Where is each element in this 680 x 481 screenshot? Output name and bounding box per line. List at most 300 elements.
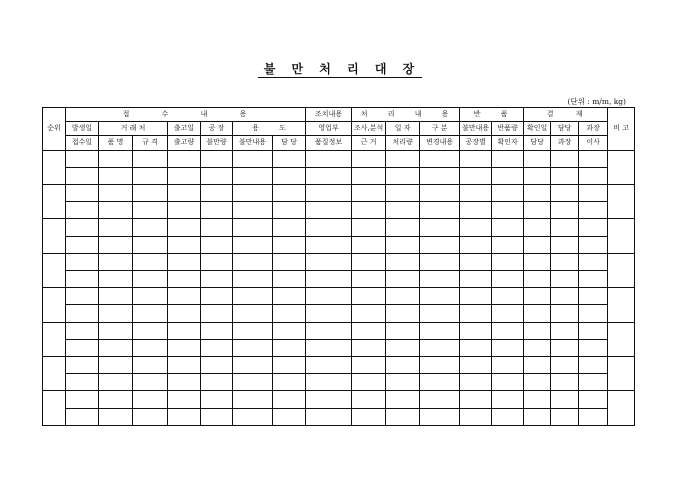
record-cell[interactable] bbox=[386, 167, 420, 184]
record-cell[interactable] bbox=[492, 270, 524, 287]
header-action: 조치내용 bbox=[306, 108, 352, 122]
header-cell: 영업부 bbox=[306, 122, 352, 136]
record-cell[interactable] bbox=[66, 288, 99, 305]
record-cell[interactable] bbox=[273, 184, 306, 201]
record-cell[interactable] bbox=[352, 202, 386, 219]
record-cell[interactable] bbox=[460, 167, 492, 184]
record-cell[interactable] bbox=[233, 305, 273, 322]
record-cell[interactable] bbox=[233, 339, 273, 356]
unit-note: (단위 : m/m, kg) bbox=[567, 97, 626, 106]
record-cell[interactable] bbox=[168, 288, 201, 305]
record-cell[interactable] bbox=[201, 253, 233, 270]
header-cell: 조사,분석 bbox=[352, 122, 386, 136]
record-cell[interactable] bbox=[201, 322, 233, 339]
record-cell[interactable] bbox=[579, 305, 608, 322]
record-cell[interactable] bbox=[579, 270, 608, 287]
record-remarks-cell[interactable] bbox=[608, 356, 635, 390]
record-cell[interactable] bbox=[233, 150, 273, 167]
record-cell[interactable] bbox=[460, 322, 492, 339]
record-cell[interactable] bbox=[133, 167, 168, 184]
record-cell[interactable] bbox=[579, 391, 608, 408]
record-cell[interactable] bbox=[524, 236, 551, 253]
record-cell[interactable] bbox=[551, 253, 579, 270]
header-cell: 확인일 bbox=[524, 122, 551, 136]
header-cell: 불만량 bbox=[201, 136, 233, 150]
record-cell[interactable] bbox=[420, 391, 460, 408]
record-cell[interactable] bbox=[99, 184, 133, 201]
record-cell[interactable] bbox=[524, 202, 551, 219]
record-cell[interactable] bbox=[99, 391, 133, 408]
record-remarks-cell[interactable] bbox=[608, 184, 635, 218]
record-cell[interactable] bbox=[579, 356, 608, 373]
record-cell[interactable] bbox=[133, 322, 168, 339]
record-cell[interactable] bbox=[420, 253, 460, 270]
record-cell[interactable] bbox=[524, 339, 551, 356]
record-cell[interactable] bbox=[201, 202, 233, 219]
header-cell: 출고일 bbox=[168, 122, 201, 136]
record-cell[interactable] bbox=[168, 270, 201, 287]
record-cell[interactable] bbox=[306, 322, 352, 339]
record-cell[interactable] bbox=[524, 167, 551, 184]
record-seq-cell[interactable] bbox=[43, 288, 66, 322]
header-receipt: 접 수 내 용 bbox=[66, 108, 306, 122]
record-cell[interactable] bbox=[551, 356, 579, 373]
header-cell: 과장 bbox=[579, 122, 608, 136]
record-cell[interactable] bbox=[492, 288, 524, 305]
record-cell[interactable] bbox=[420, 288, 460, 305]
record-cell[interactable] bbox=[551, 391, 579, 408]
record-remarks-cell[interactable] bbox=[608, 150, 635, 184]
record-cell[interactable] bbox=[233, 408, 273, 425]
record-cell[interactable] bbox=[133, 150, 168, 167]
record-seq-cell[interactable] bbox=[43, 150, 66, 184]
record-cell[interactable] bbox=[66, 270, 99, 287]
record-cell[interactable] bbox=[460, 184, 492, 201]
record-row-bottom bbox=[43, 167, 635, 184]
record-cell[interactable] bbox=[579, 202, 608, 219]
record-cell[interactable] bbox=[168, 219, 201, 236]
record-cell[interactable] bbox=[306, 391, 352, 408]
record-cell[interactable] bbox=[524, 391, 551, 408]
record-cell[interactable] bbox=[66, 253, 99, 270]
record-cell[interactable] bbox=[460, 253, 492, 270]
record-cell[interactable] bbox=[524, 305, 551, 322]
record-cell[interactable] bbox=[201, 236, 233, 253]
record-cell[interactable] bbox=[492, 356, 524, 373]
record-cell[interactable] bbox=[168, 253, 201, 270]
record-cell[interactable] bbox=[352, 356, 386, 373]
record-cell[interactable] bbox=[492, 408, 524, 425]
record-row-bottom bbox=[43, 202, 635, 219]
record-cell[interactable] bbox=[386, 391, 420, 408]
record-cell[interactable] bbox=[306, 202, 352, 219]
record-cell[interactable] bbox=[99, 288, 133, 305]
record-cell[interactable] bbox=[420, 356, 460, 373]
record-cell[interactable] bbox=[386, 270, 420, 287]
record-cell[interactable] bbox=[201, 219, 233, 236]
record-cell[interactable] bbox=[420, 322, 460, 339]
record-cell[interactable] bbox=[460, 270, 492, 287]
record-cell[interactable] bbox=[386, 339, 420, 356]
record-cell[interactable] bbox=[133, 184, 168, 201]
record-row-bottom bbox=[43, 305, 635, 322]
record-cell[interactable] bbox=[386, 305, 420, 322]
record-cell[interactable] bbox=[133, 305, 168, 322]
header-cell: 접수일 bbox=[66, 136, 99, 150]
record-cell[interactable] bbox=[273, 288, 306, 305]
record-seq-cell[interactable] bbox=[43, 253, 66, 287]
record-cell[interactable] bbox=[352, 322, 386, 339]
record-cell[interactable] bbox=[551, 184, 579, 201]
record-cell[interactable] bbox=[524, 270, 551, 287]
record-cell[interactable] bbox=[524, 150, 551, 167]
record-cell[interactable] bbox=[99, 322, 133, 339]
record-cell[interactable] bbox=[273, 219, 306, 236]
record-cell[interactable] bbox=[233, 202, 273, 219]
record-cell[interactable] bbox=[551, 374, 579, 391]
record-cell[interactable] bbox=[201, 339, 233, 356]
record-cell[interactable] bbox=[133, 408, 168, 425]
record-cell[interactable] bbox=[492, 167, 524, 184]
record-cell[interactable] bbox=[168, 374, 201, 391]
record-cell[interactable] bbox=[201, 150, 233, 167]
header-row-1 bbox=[43, 108, 635, 122]
record-cell[interactable] bbox=[420, 202, 460, 219]
record-cell[interactable] bbox=[306, 219, 352, 236]
header-cell: 거 래 처 bbox=[99, 122, 168, 136]
record-cell[interactable] bbox=[273, 408, 306, 425]
record-cell[interactable] bbox=[551, 339, 579, 356]
record-cell[interactable] bbox=[168, 339, 201, 356]
record-cell[interactable] bbox=[460, 391, 492, 408]
record-cell[interactable] bbox=[201, 408, 233, 425]
record-cell[interactable] bbox=[99, 167, 133, 184]
record-cell[interactable] bbox=[492, 391, 524, 408]
record-cell[interactable] bbox=[306, 236, 352, 253]
record-cell[interactable] bbox=[386, 236, 420, 253]
record-cell[interactable] bbox=[420, 167, 460, 184]
record-cell[interactable] bbox=[99, 270, 133, 287]
record-cell[interactable] bbox=[551, 219, 579, 236]
record-cell[interactable] bbox=[551, 408, 579, 425]
record-cell[interactable] bbox=[460, 374, 492, 391]
record-cell[interactable] bbox=[524, 322, 551, 339]
record-cell[interactable] bbox=[579, 167, 608, 184]
record-cell[interactable] bbox=[168, 391, 201, 408]
record-cell[interactable] bbox=[579, 408, 608, 425]
record-cell[interactable] bbox=[133, 374, 168, 391]
record-cell[interactable] bbox=[524, 253, 551, 270]
record-row-bottom bbox=[43, 236, 635, 253]
record-seq-cell[interactable] bbox=[43, 184, 66, 218]
record-cell[interactable] bbox=[168, 202, 201, 219]
record-cell[interactable] bbox=[168, 322, 201, 339]
record-cell[interactable] bbox=[460, 288, 492, 305]
record-cell[interactable] bbox=[386, 184, 420, 201]
record-cell[interactable] bbox=[579, 150, 608, 167]
record-seq-cell[interactable] bbox=[43, 356, 66, 390]
record-cell[interactable] bbox=[168, 408, 201, 425]
header-return: 반 품 bbox=[460, 108, 524, 122]
record-cell[interactable] bbox=[492, 322, 524, 339]
record-cell[interactable] bbox=[306, 253, 352, 270]
record-cell[interactable] bbox=[99, 253, 133, 270]
record-cell[interactable] bbox=[306, 288, 352, 305]
record-cell[interactable] bbox=[460, 408, 492, 425]
record-cell[interactable] bbox=[492, 253, 524, 270]
record-cell[interactable] bbox=[66, 374, 99, 391]
record-cell[interactable] bbox=[66, 236, 99, 253]
record-cell[interactable] bbox=[273, 202, 306, 219]
record-cell[interactable] bbox=[551, 150, 579, 167]
record-cell[interactable] bbox=[66, 150, 99, 167]
record-cell[interactable] bbox=[524, 408, 551, 425]
record-cell[interactable] bbox=[352, 219, 386, 236]
record-cell[interactable] bbox=[133, 236, 168, 253]
record-cell[interactable] bbox=[99, 150, 133, 167]
record-cell[interactable] bbox=[306, 408, 352, 425]
record-cell[interactable] bbox=[352, 150, 386, 167]
record-cell[interactable] bbox=[273, 150, 306, 167]
record-cell[interactable] bbox=[579, 236, 608, 253]
record-cell[interactable] bbox=[99, 356, 133, 373]
record-cell[interactable] bbox=[273, 391, 306, 408]
record-cell[interactable] bbox=[66, 305, 99, 322]
record-cell[interactable] bbox=[66, 167, 99, 184]
record-cell[interactable] bbox=[460, 356, 492, 373]
record-cell[interactable] bbox=[306, 167, 352, 184]
record-seq-cell[interactable] bbox=[43, 219, 66, 253]
complaint-ledger-table bbox=[42, 107, 635, 426]
record-cell[interactable] bbox=[233, 356, 273, 373]
record-cell[interactable] bbox=[524, 219, 551, 236]
record-cell[interactable] bbox=[233, 391, 273, 408]
record-cell[interactable] bbox=[352, 339, 386, 356]
record-cell[interactable] bbox=[66, 184, 99, 201]
record-cell[interactable] bbox=[306, 184, 352, 201]
record-cell[interactable] bbox=[273, 236, 306, 253]
record-remarks-cell[interactable] bbox=[608, 288, 635, 322]
record-cell[interactable] bbox=[99, 374, 133, 391]
record-cell[interactable] bbox=[133, 391, 168, 408]
record-cell[interactable] bbox=[551, 288, 579, 305]
record-cell[interactable] bbox=[420, 150, 460, 167]
record-row-top bbox=[43, 356, 635, 373]
record-cell[interactable] bbox=[420, 339, 460, 356]
record-cell[interactable] bbox=[273, 339, 306, 356]
record-cell[interactable] bbox=[386, 150, 420, 167]
record-cell[interactable] bbox=[201, 288, 233, 305]
record-cell[interactable] bbox=[306, 150, 352, 167]
header-cell: 공장별 bbox=[460, 136, 492, 150]
record-cell[interactable] bbox=[460, 219, 492, 236]
record-cell[interactable] bbox=[66, 356, 99, 373]
record-cell[interactable] bbox=[579, 288, 608, 305]
record-cell[interactable] bbox=[168, 356, 201, 373]
record-cell[interactable] bbox=[352, 270, 386, 287]
record-cell[interactable] bbox=[579, 184, 608, 201]
record-cell[interactable] bbox=[551, 305, 579, 322]
record-cell[interactable] bbox=[492, 236, 524, 253]
record-row-top bbox=[43, 150, 635, 167]
record-cell[interactable] bbox=[492, 202, 524, 219]
record-cell[interactable] bbox=[273, 374, 306, 391]
record-cell[interactable] bbox=[273, 305, 306, 322]
record-cell[interactable] bbox=[551, 322, 579, 339]
record-cell[interactable] bbox=[233, 253, 273, 270]
record-cell[interactable] bbox=[233, 184, 273, 201]
record-cell[interactable] bbox=[352, 288, 386, 305]
record-seq-cell[interactable] bbox=[43, 391, 66, 426]
record-cell[interactable] bbox=[306, 270, 352, 287]
record-cell[interactable] bbox=[386, 202, 420, 219]
record-cell[interactable] bbox=[201, 391, 233, 408]
record-cell[interactable] bbox=[66, 219, 99, 236]
record-cell[interactable] bbox=[201, 374, 233, 391]
record-cell[interactable] bbox=[168, 305, 201, 322]
record-seq-cell[interactable] bbox=[43, 322, 66, 356]
record-cell[interactable] bbox=[420, 408, 460, 425]
record-cell[interactable] bbox=[99, 219, 133, 236]
record-cell[interactable] bbox=[524, 184, 551, 201]
record-cell[interactable] bbox=[133, 202, 168, 219]
record-cell[interactable] bbox=[352, 184, 386, 201]
record-cell[interactable] bbox=[99, 339, 133, 356]
record-cell[interactable] bbox=[168, 236, 201, 253]
record-remarks-cell[interactable] bbox=[608, 253, 635, 287]
record-cell[interactable] bbox=[492, 219, 524, 236]
record-cell[interactable] bbox=[233, 219, 273, 236]
record-cell[interactable] bbox=[133, 339, 168, 356]
record-cell[interactable] bbox=[386, 408, 420, 425]
record-cell[interactable] bbox=[233, 322, 273, 339]
record-cell[interactable] bbox=[306, 356, 352, 373]
record-cell[interactable] bbox=[99, 305, 133, 322]
record-remarks-cell[interactable] bbox=[608, 322, 635, 356]
document-title bbox=[0, 60, 680, 77]
record-cell[interactable] bbox=[420, 219, 460, 236]
record-cell[interactable] bbox=[386, 288, 420, 305]
record-cell[interactable] bbox=[66, 391, 99, 408]
record-cell[interactable] bbox=[306, 339, 352, 356]
record-cell[interactable] bbox=[524, 356, 551, 373]
record-cell[interactable] bbox=[460, 150, 492, 167]
record-cell[interactable] bbox=[551, 270, 579, 287]
record-cell[interactable] bbox=[492, 374, 524, 391]
record-cell[interactable] bbox=[273, 253, 306, 270]
record-remarks-cell[interactable] bbox=[608, 391, 635, 426]
record-cell[interactable] bbox=[233, 236, 273, 253]
record-cell[interactable] bbox=[133, 356, 168, 373]
record-cell[interactable] bbox=[273, 270, 306, 287]
record-cell[interactable] bbox=[352, 253, 386, 270]
record-cell[interactable] bbox=[352, 391, 386, 408]
record-cell[interactable] bbox=[273, 322, 306, 339]
record-cell[interactable] bbox=[133, 270, 168, 287]
record-cell[interactable] bbox=[551, 167, 579, 184]
record-cell[interactable] bbox=[201, 356, 233, 373]
record-cell[interactable] bbox=[273, 356, 306, 373]
record-cell[interactable] bbox=[492, 184, 524, 201]
record-cell[interactable] bbox=[551, 202, 579, 219]
record-cell[interactable] bbox=[99, 236, 133, 253]
record-cell[interactable] bbox=[133, 253, 168, 270]
record-cell[interactable] bbox=[168, 150, 201, 167]
record-cell[interactable] bbox=[551, 236, 579, 253]
record-cell[interactable] bbox=[233, 374, 273, 391]
record-cell[interactable] bbox=[420, 305, 460, 322]
record-cell[interactable] bbox=[352, 408, 386, 425]
record-row-top bbox=[43, 288, 635, 305]
record-cell[interactable] bbox=[133, 219, 168, 236]
record-row-top bbox=[43, 391, 635, 408]
record-cell[interactable] bbox=[460, 236, 492, 253]
record-cell[interactable] bbox=[306, 305, 352, 322]
record-cell[interactable] bbox=[352, 236, 386, 253]
header-cell: 담당 bbox=[524, 136, 551, 150]
record-cell[interactable] bbox=[66, 202, 99, 219]
record-cell[interactable] bbox=[579, 253, 608, 270]
record-cell[interactable] bbox=[579, 219, 608, 236]
record-cell[interactable] bbox=[579, 374, 608, 391]
record-cell[interactable] bbox=[386, 374, 420, 391]
record-cell[interactable] bbox=[460, 339, 492, 356]
record-cell[interactable] bbox=[233, 270, 273, 287]
header-cell: 담당 bbox=[551, 122, 579, 136]
record-cell[interactable] bbox=[524, 374, 551, 391]
record-cell[interactable] bbox=[66, 408, 99, 425]
record-cell[interactable] bbox=[420, 236, 460, 253]
record-cell[interactable] bbox=[201, 184, 233, 201]
record-cell[interactable] bbox=[420, 184, 460, 201]
record-cell[interactable] bbox=[66, 322, 99, 339]
record-cell[interactable] bbox=[201, 305, 233, 322]
record-cell[interactable] bbox=[201, 270, 233, 287]
record-cell[interactable] bbox=[579, 322, 608, 339]
record-cell[interactable] bbox=[420, 270, 460, 287]
record-cell[interactable] bbox=[579, 339, 608, 356]
record-cell[interactable] bbox=[273, 167, 306, 184]
record-cell[interactable] bbox=[352, 167, 386, 184]
record-cell[interactable] bbox=[460, 202, 492, 219]
record-cell[interactable] bbox=[386, 356, 420, 373]
record-cell[interactable] bbox=[492, 339, 524, 356]
record-cell[interactable] bbox=[233, 288, 273, 305]
record-cell[interactable] bbox=[386, 253, 420, 270]
record-cell[interactable] bbox=[386, 219, 420, 236]
record-cell[interactable] bbox=[492, 150, 524, 167]
record-cell[interactable] bbox=[99, 408, 133, 425]
record-cell[interactable] bbox=[66, 339, 99, 356]
record-cell[interactable] bbox=[133, 288, 168, 305]
record-cell[interactable] bbox=[168, 167, 201, 184]
record-cell[interactable] bbox=[99, 202, 133, 219]
record-cell[interactable] bbox=[233, 167, 273, 184]
record-cell[interactable] bbox=[168, 184, 201, 201]
record-cell[interactable] bbox=[201, 167, 233, 184]
record-cell[interactable] bbox=[306, 374, 352, 391]
record-cell[interactable] bbox=[420, 374, 460, 391]
record-cell[interactable] bbox=[492, 305, 524, 322]
record-row-top bbox=[43, 322, 635, 339]
record-cell[interactable] bbox=[524, 288, 551, 305]
record-cell[interactable] bbox=[460, 305, 492, 322]
record-remarks-cell[interactable] bbox=[608, 219, 635, 253]
record-cell[interactable] bbox=[352, 305, 386, 322]
record-cell[interactable] bbox=[386, 322, 420, 339]
record-cell[interactable] bbox=[352, 374, 386, 391]
record-row-bottom bbox=[43, 270, 635, 287]
